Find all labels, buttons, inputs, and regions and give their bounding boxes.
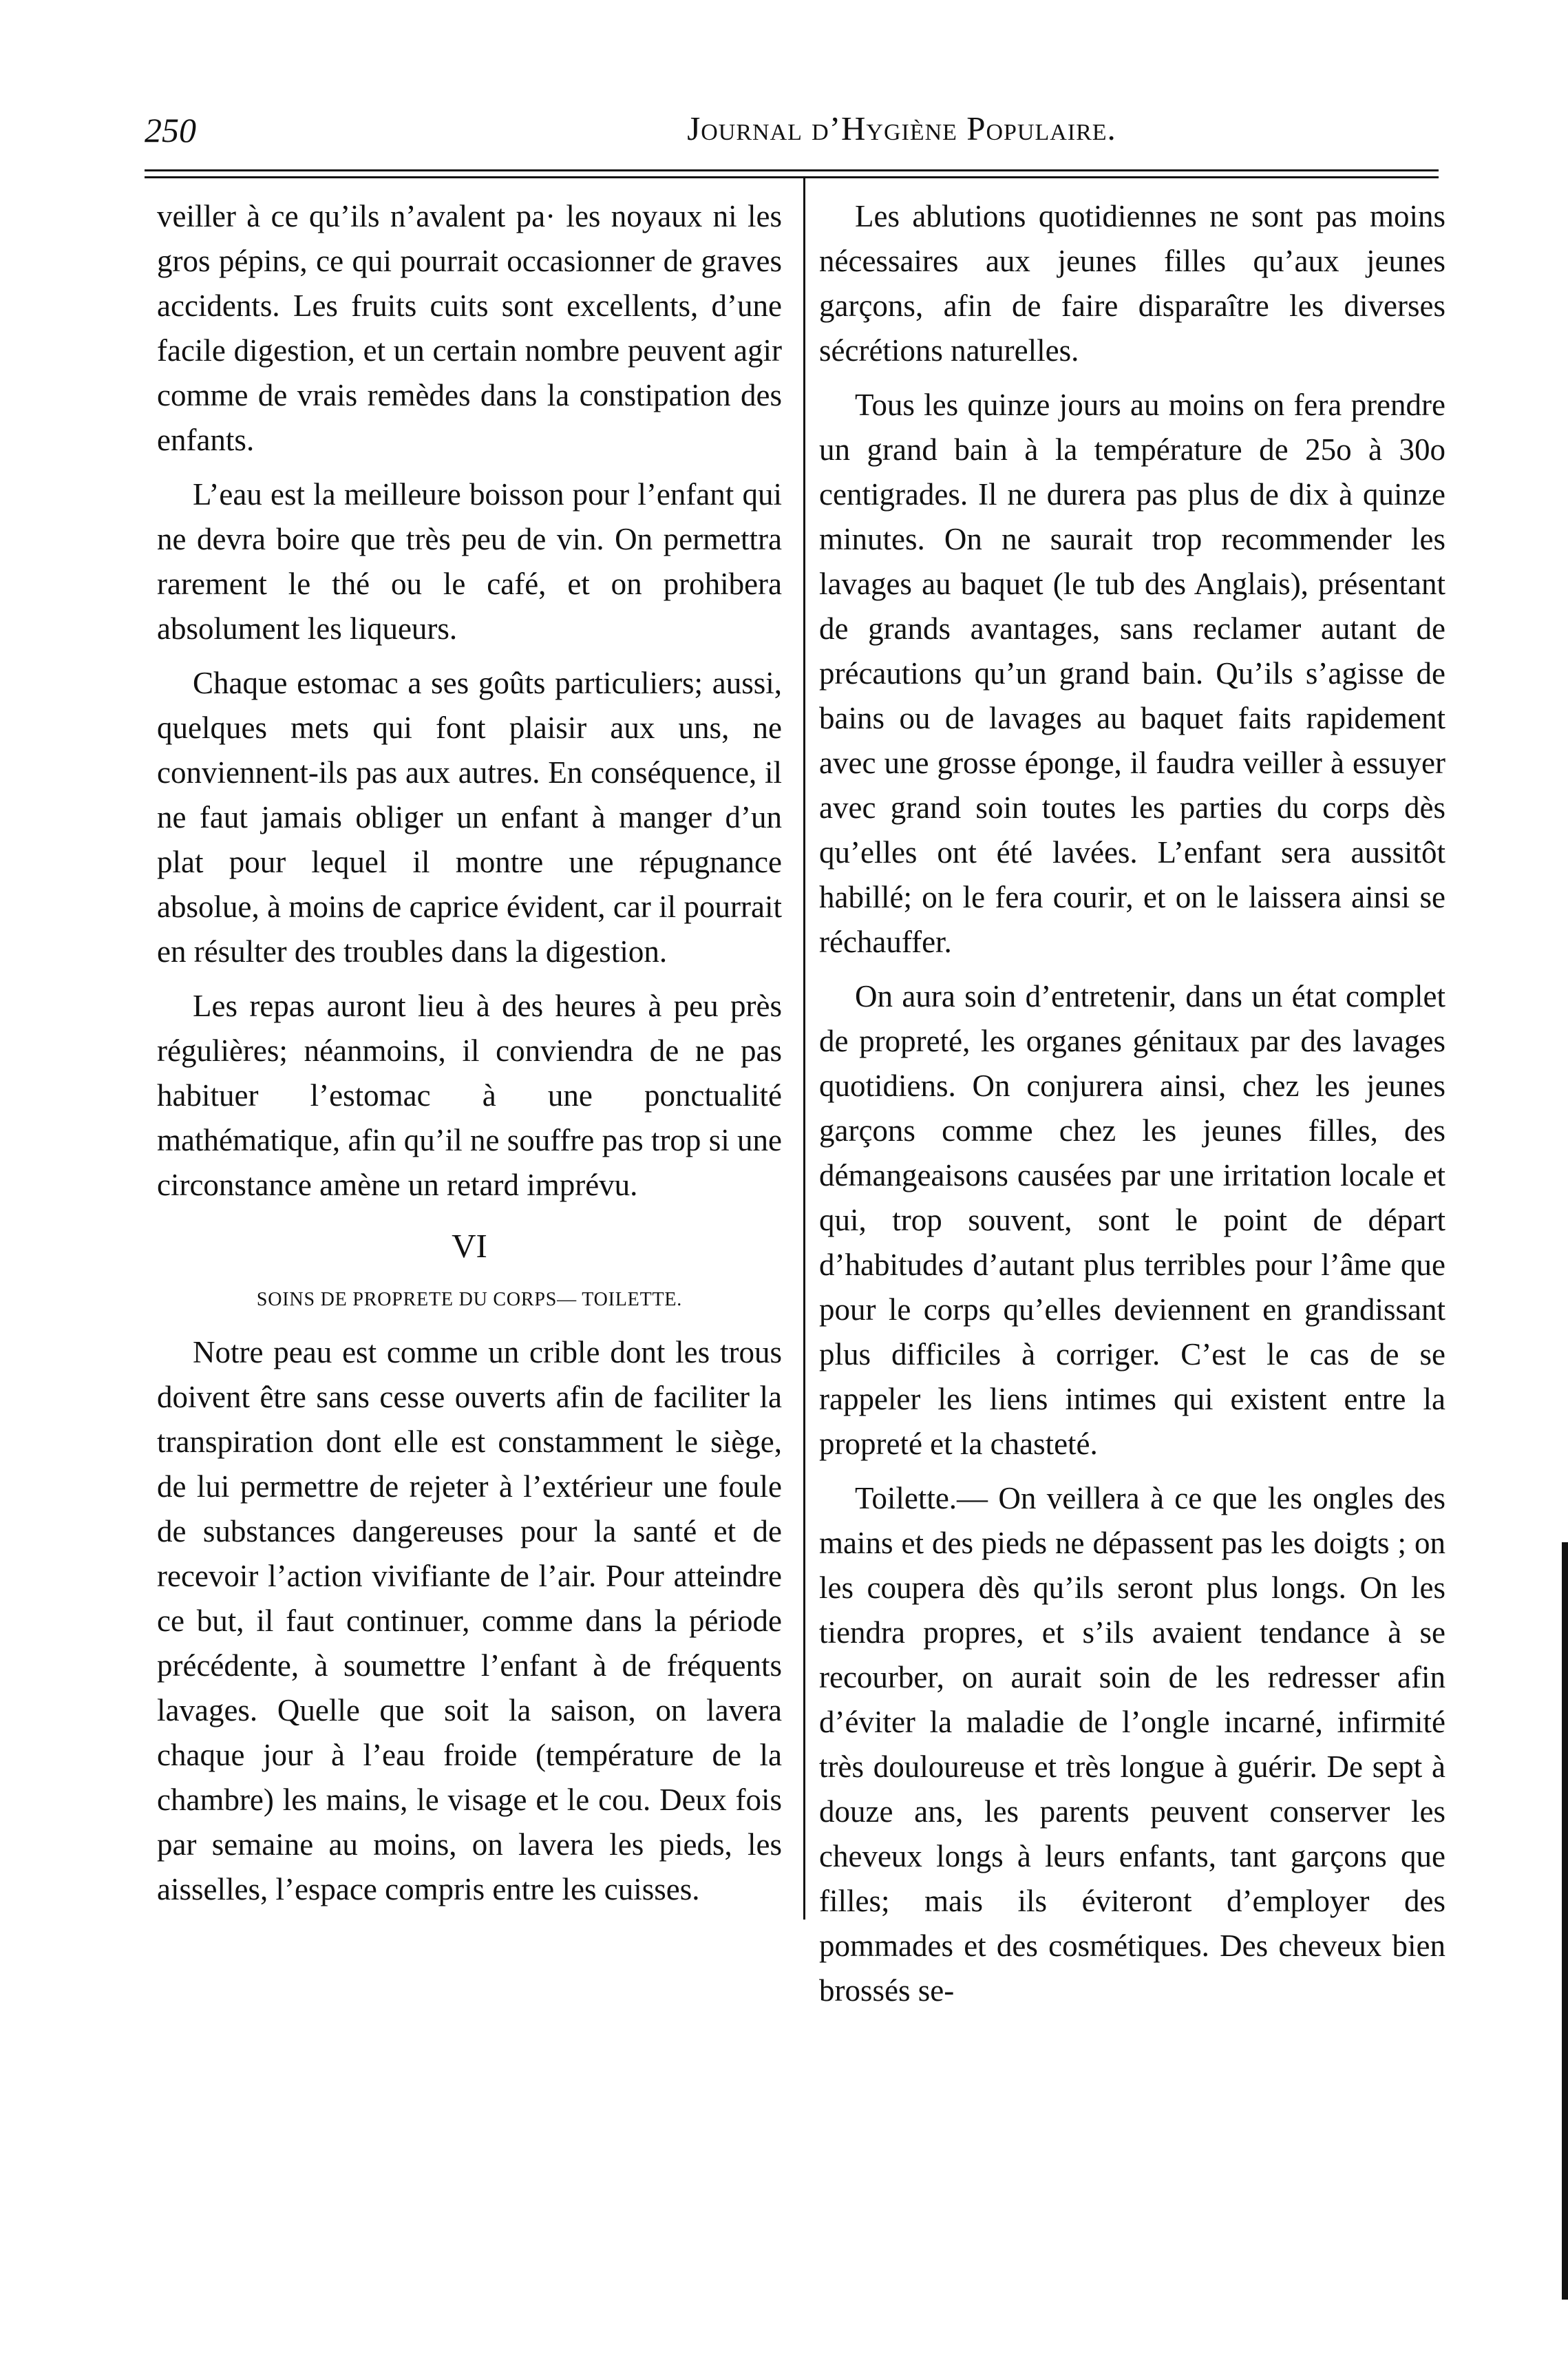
right-paragraph-1: Les ablutions quotidiennes ne sont pas moins nécessaires aux jeunes filles qu’aux jeunes garçons, afin de faire disparaître les diverses sécrétions naturelles. xyxy=(819,199,1445,368)
right-paragraph-3: On aura soin d’entretenir, dans un état complet de propreté, les organes génitaux par des lavages quotidiens. On conjurera ainsi, chez les jeunes garçons comme chez les jeunes filles, des démangeaisons causées par une irritation locale et qui, trop souvent, sont le point de départ d’habitudes d’autant plus terribles pour l’âme que pour le corps qu’elles deviennent en grandissant plus difficiles à corriger. C’est le cas de se rappeler les liens intimes qui existent entre la propreté et la chasteté. xyxy=(819,979,1445,1461)
right-text-column xyxy=(819,194,1445,2008)
section-number: VI xyxy=(452,1227,487,1265)
left-paragraph-4: Les repas auront lieu à des heures à peu près régulières; néanmoins, il conviendra de ne pas habituer l’estomac à une ponctualité mathématique, afin qu’il ne souffre pas trop si une circonstance amène un retard imprévu. xyxy=(157,989,782,1202)
page-header xyxy=(145,103,1494,158)
page-number: 250 xyxy=(145,111,196,149)
header-rule-top xyxy=(145,169,1439,171)
right-paragraph-4: Toilette.— On veillera à ce que les ongles des mains et des pieds ne dépassent pas les doigts ; on les coupera dès qu’ils seront plus longs. On les tiendra propres, et s’ils avaient tendance à se recourber, on aurait soin de les redresser afin d’éviter la maladie de l’ongle incarné, infirmité très douloureuse et très longue à guérir. De sept à douze ans, les parents peuvent conserver les cheveux longs à leurs enfants, tant garçons que filles; mais ils éviteront d’employer des pommades et des cosmétiques. Des cheveux bien brossés se- xyxy=(819,1481,1445,2008)
running-title: Journal d’Hygiène Populaire. xyxy=(687,109,1116,147)
left-paragraph-3: Chaque estomac a ses goûts particuliers; aussi, quelques mets qui font plaisir aux uns, ne conviennent-ils pas aux autres. En conséquence, il ne faut jamais obliger un enfant à manger d’un plat pour lequel il montre une répugnance absolue, à moins de caprice évident, car il pourrait en résulter des troubles dans la digestion. xyxy=(157,666,782,969)
column-divider xyxy=(803,178,805,1920)
scan-edge-bar xyxy=(1562,1542,1568,2300)
left-paragraph-2: L’eau est la meilleure boisson pour l’enfant qui ne devra boire que très peu de vin. On permettra rarement le thé ou le café, et on prohibera absolument les liqueurs. xyxy=(157,477,782,646)
section-paragraph: Notre peau est comme un crible dont les trous doivent être sans cesse ouverts afin de faciliter la transpiration dont elle est constamment le siège, de lui permettre de rejeter à l’extérieur une foule de substances dangereuses pour la santé et de recevoir l’action vivifiante de l’air. Pour atteindre ce but, il faut continuer, comme dans la période précédente, à soumettre l’enfant à de fréquents lavages. Quelle que soit la saison, on lavera chaque jour à l’eau froide (température de la chambre) les mains, le visage et le cou. Deux fois par semaine au moins, on lavera les pieds, les aisselles, l’espace compris entre les cuisses. xyxy=(157,1335,782,1906)
header-rule-bottom xyxy=(145,176,1439,178)
section-title: SOINS DE PROPRETE DU CORPS— TOILETTE. xyxy=(256,1289,683,1310)
right-paragraph-2: Tous les quinze jours au moins on fera prendre un grand bain à la température de 25o à 30o centigrades. Il ne durera pas plus de dix à quinze minutes. On ne saurait trop recommender les lavages au baquet (le tub des Anglais), présentant de grands avantages, sans reclamer autant de précautions qu’un grand bain. Qu’ils s’agisse de bains ou de lavages au baquet faits rapidement avec une grosse éponge, il faudra veiller à essuyer avec grand soin toutes les parties du corps dès qu’elles ont été lavées. L’enfant sera aussitôt habillé; on le fera courir, et on le laissera ainsi se réchauffer. xyxy=(819,388,1445,959)
left-paragraph-1: veiller à ce qu’ils n’avalent pa· les noyaux ni les gros pépins, ce qui pourrait occasionner de graves accidents. Les fruits cuits sont excellents, d’une facile digestion, et un certain nombre peuvent agir comme de vrais remèdes dans la constipation des enfants. xyxy=(157,199,782,457)
left-text-column xyxy=(157,194,782,1984)
